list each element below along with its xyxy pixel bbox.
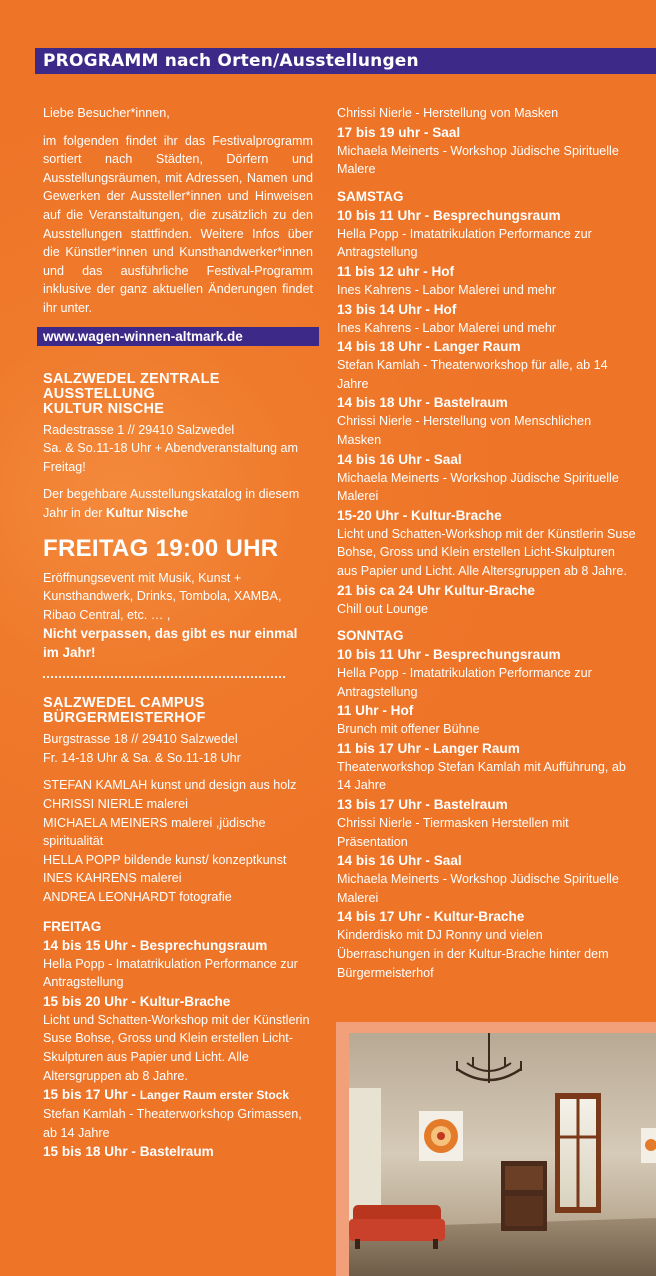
venue-title-line: AUSSTELLUNG <box>43 385 156 402</box>
venue-hours: Fr. 14-18 Uhr & Sa. & So.11-18 Uhr <box>43 750 241 765</box>
slot-description: Chrissi Nierle - Herstellung von Masken <box>337 106 559 120</box>
artist-item: HELLA POPP bildende kunst/ konzeptkunst <box>43 852 287 867</box>
artist-item: MICHAELA MEINERS malerei ,jüdische spiritualität <box>43 815 266 849</box>
schedule-slot <box>337 206 637 262</box>
slot-description: Brunch mit offener Bühne <box>337 722 480 737</box>
slot-time: 10 bis 11 Uhr - Besprechungsraum <box>337 207 561 223</box>
slot-time: 14 bis 15 Uhr - Besprechungsraum <box>43 937 268 953</box>
day-heading-friday: FREITAG <box>43 918 102 934</box>
schedule-slot <box>337 701 637 739</box>
slot-description: Licht und Schatten-Workshop mit der Künstlerin Suse Bohse, Gross und Klein erstellen Licht-Skulpturen aus Papier und Licht. Alle Altersgruppen ab 8 Jahre. <box>43 1012 310 1083</box>
artist-item: INES KAHRENS malerei <box>43 871 182 886</box>
slot-description: Hella Popp - Imatatrikulation Performance zur Antragstellung <box>337 666 592 699</box>
venue-kultur-nische <box>43 372 313 679</box>
slot-time <box>43 1085 313 1105</box>
venue-title <box>43 372 313 417</box>
slot-description: Stefan Kamlah - Theaterworkshop Grimassen, ab 14 Jahre <box>43 1107 302 1140</box>
schedule-slot <box>337 450 637 506</box>
page-banner: PROGRAMM nach Orten/Ausstellungen <box>35 48 656 74</box>
schedule-slot <box>337 123 637 179</box>
artist-item: CHRISSI NIERLE malerei <box>43 797 188 812</box>
venue-campus <box>43 696 313 1161</box>
slot-description: Chill out Lounge <box>337 601 429 616</box>
day-heading-saturday: SAMSTAG <box>337 188 404 204</box>
catalog-place: Kultur Nische <box>106 505 188 520</box>
slot-description: Ines Kahrens - Labor Malerei und mehr <box>337 320 557 335</box>
slot-description: Licht und Schatten-Workshop mit der Künstlerin Suse Bohse, Gross und Klein erstellen Licht-Skulpturen aus Papier und Licht. Alle Altersgruppen ab 8 Jahre. <box>337 526 636 578</box>
venue-title <box>43 696 313 726</box>
day-heading-sunday: SONNTAG <box>337 628 404 644</box>
slot-time: 21 bis ca 24 Uhr Kultur-Brache <box>337 582 535 598</box>
slot-time: 14 bis 17 Uhr - Kultur-Brache <box>337 909 525 925</box>
slot-description: Kinderdisko mit DJ Ronny und vielen Überraschungen in der Kultur-Brache hinter dem Bürgermeisterhof <box>337 928 609 980</box>
dotted-divider <box>43 676 285 678</box>
venue-address: Radestrasse 1 // 29410 Salzwedel <box>43 422 235 437</box>
schedule-slot <box>337 739 637 795</box>
venue-hours: Sa. & So.11-18 Uhr + Abendveranstaltung am Freitag! <box>43 441 298 474</box>
slot-time: 15 bis 20 Uhr - Kultur-Brache <box>43 993 231 1009</box>
schedule-slot <box>337 393 637 449</box>
slot-time: 11 Uhr - Hof <box>337 703 414 719</box>
slot-time: 11 bis 12 uhr - Hof <box>337 263 455 279</box>
schedule-slot <box>337 300 637 338</box>
venue-photo <box>349 1033 656 1276</box>
venue-title-line: BÜRGERMEISTERHOF <box>43 710 206 727</box>
slot-description: Michaela Meinerts - Workshop Jüdische Spirituelle Malerei <box>337 872 619 905</box>
catalog-note <box>43 485 313 522</box>
schedule-slot <box>337 795 637 851</box>
slot-time: 13 bis 17 Uhr - Bastelraum <box>337 797 508 813</box>
slot-description: Theaterworkshop Stefan Kamlah mit Aufführung, ab 14 Jahre <box>337 759 626 793</box>
schedule-slot <box>337 506 637 581</box>
slot-description: Chrissi Nierle - Herstellung von Menschlichen Masken <box>337 414 592 447</box>
slot-time: 14 bis 16 Uhr - Saal <box>337 451 462 467</box>
venue-address: Burgstrasse 18 // 29410 Salzwedel <box>43 732 238 747</box>
slot-time: 11 bis 17 Uhr - Langer Raum <box>337 740 520 756</box>
schedule-slot <box>43 992 313 1085</box>
slot-time: 17 bis 19 uhr - Saal <box>337 124 461 140</box>
slot-time: 15-20 Uhr - Kultur-Brache <box>337 507 502 523</box>
intro-greeting: Liebe Besucher*innen, <box>43 106 170 120</box>
slot-description: Hella Popp - Imatatrikulation Performance zur Antragstellung <box>337 226 592 260</box>
right-column <box>337 104 637 982</box>
intro-text: im folgenden findet ihr das Festivalprogramm sortiert nach Städten, Dörfern und Ausstellungsräumen, mit Adressen, Namen und Gewerken der Aussteller*innen und Hinweisen auf die Veranstaltungen, die zusätzlich zu den Ausstellungen stattfinden. Weitere Infos über die Künstler*innen und Kunsthandwerker*innen und das ausführliche Festival-Programm inklusive der ganz aktuellen Änderungen findet ihr unter. <box>43 133 313 315</box>
website-link[interactable]: www.wagen-winnen-altmark.de <box>37 327 319 346</box>
slot-time: 10 bis 11 Uhr - Besprechungsraum <box>337 647 561 663</box>
slot-time-room: Langer Raum erster Stock <box>139 1088 290 1103</box>
event-title: FREITAG 19:00 UHR <box>43 534 279 562</box>
schedule-slot <box>337 851 637 907</box>
slot-time: 13 bis 14 Uhr - Hof <box>337 301 457 317</box>
venue-title-line: KULTUR NISCHE <box>43 400 165 417</box>
slot-time: 14 bis 16 Uhr - Saal <box>337 853 462 869</box>
slot-description: Ines Kahrens - Labor Malerei und mehr <box>337 282 557 297</box>
schedule-slot <box>337 645 637 701</box>
slot-description: Michaela Meinerts - Workshop Jüdische Spirituelle Malerei <box>337 470 619 504</box>
venue-title-line: SALZWEDEL CAMPUS <box>43 695 205 712</box>
venue-title-line: SALZWEDEL ZENTRALE <box>43 370 220 387</box>
event-description: Eröffnungsevent mit Musik, Kunst + Kunsthandwerk, Drinks, Tombola, XAMBA, Ribao Central, etc. … , <box>43 570 282 622</box>
event-highlight: Nicht verpassen, das gibt es nur einmal im Jahr! <box>43 626 298 661</box>
slot-description: Michaela Meinerts - Workshop Jüdische Spirituelle Malere <box>337 143 619 177</box>
slot-description: Stefan Kamlah - Theaterworkshop für alle, ab 14 Jahre <box>337 358 608 391</box>
schedule-slot <box>337 262 637 300</box>
slot-time: 14 bis 18 Uhr - Bastelraum <box>337 395 508 411</box>
schedule-slot <box>43 1142 313 1161</box>
slot-time: 15 bis 18 Uhr - Bastelraum <box>43 1144 214 1160</box>
artist-list <box>43 776 313 906</box>
left-column <box>43 104 313 1161</box>
schedule-slot <box>337 907 637 982</box>
schedule-slot <box>337 337 637 393</box>
schedule-slot <box>43 936 313 992</box>
artist-item: ANDREA LEONHARDT fotografie <box>43 890 232 905</box>
artist-item: STEFAN KAMLAH kunst und design aus holz <box>43 778 297 793</box>
schedule-slot <box>337 581 637 619</box>
room-illustration <box>349 1033 656 1276</box>
slot-time-main: 15 bis 17 Uhr - <box>43 1087 140 1103</box>
slot-description: Chrissi Nierle - Tiermasken Herstellen mit Präsentation <box>337 816 569 849</box>
slot-time: 14 bis 18 Uhr - Langer Raum <box>337 339 521 355</box>
schedule-slot <box>43 1085 313 1142</box>
catalog-text: Der begehbare Ausstellungskatalog in diesem Jahr in der <box>43 487 300 520</box>
slot-description: Hella Popp - Imatatrikulation Performance zur Antragstellung <box>43 956 298 990</box>
